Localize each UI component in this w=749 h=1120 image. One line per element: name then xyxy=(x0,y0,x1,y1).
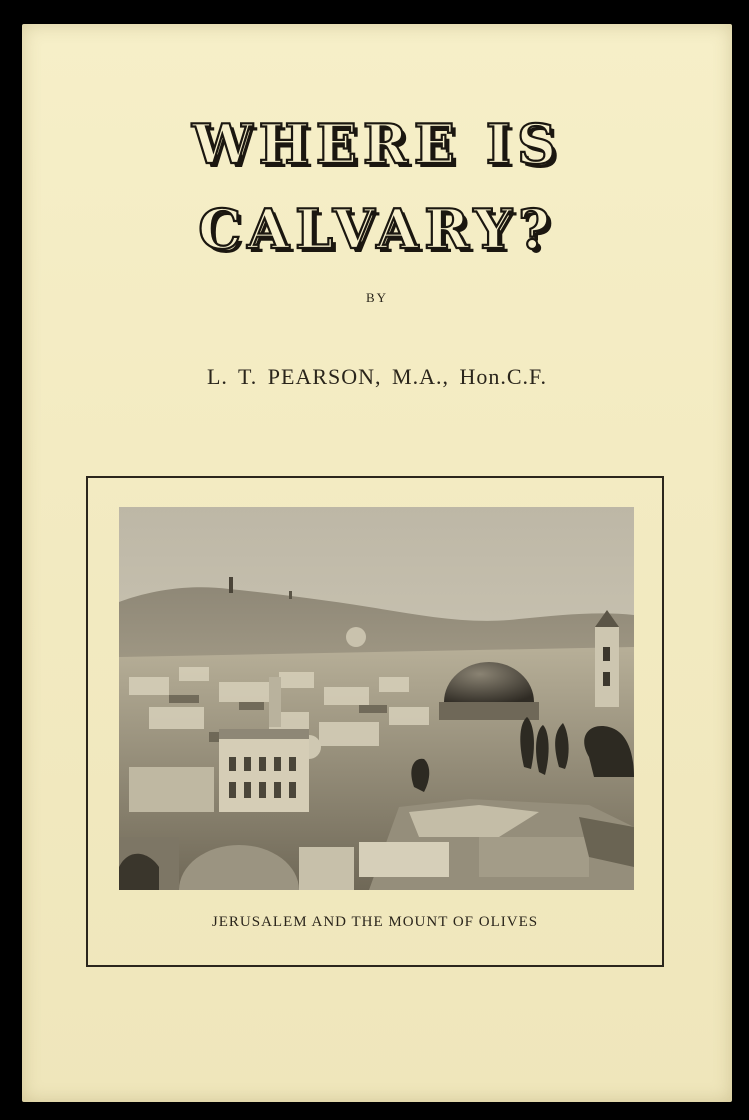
author-name: L. T. PEARSON, M.A., Hon.C.F. xyxy=(206,364,548,389)
title-line-1: WHERE IS xyxy=(192,112,562,176)
title-line-2: CALVARY? xyxy=(198,197,556,261)
photo-frame xyxy=(86,476,664,967)
photo-caption: JERUSALEM AND THE MOUNT OF OLIVES xyxy=(211,914,539,930)
by-label: BY xyxy=(365,290,389,305)
jerusalem-photograph xyxy=(119,507,634,890)
book-cover xyxy=(22,24,732,1102)
